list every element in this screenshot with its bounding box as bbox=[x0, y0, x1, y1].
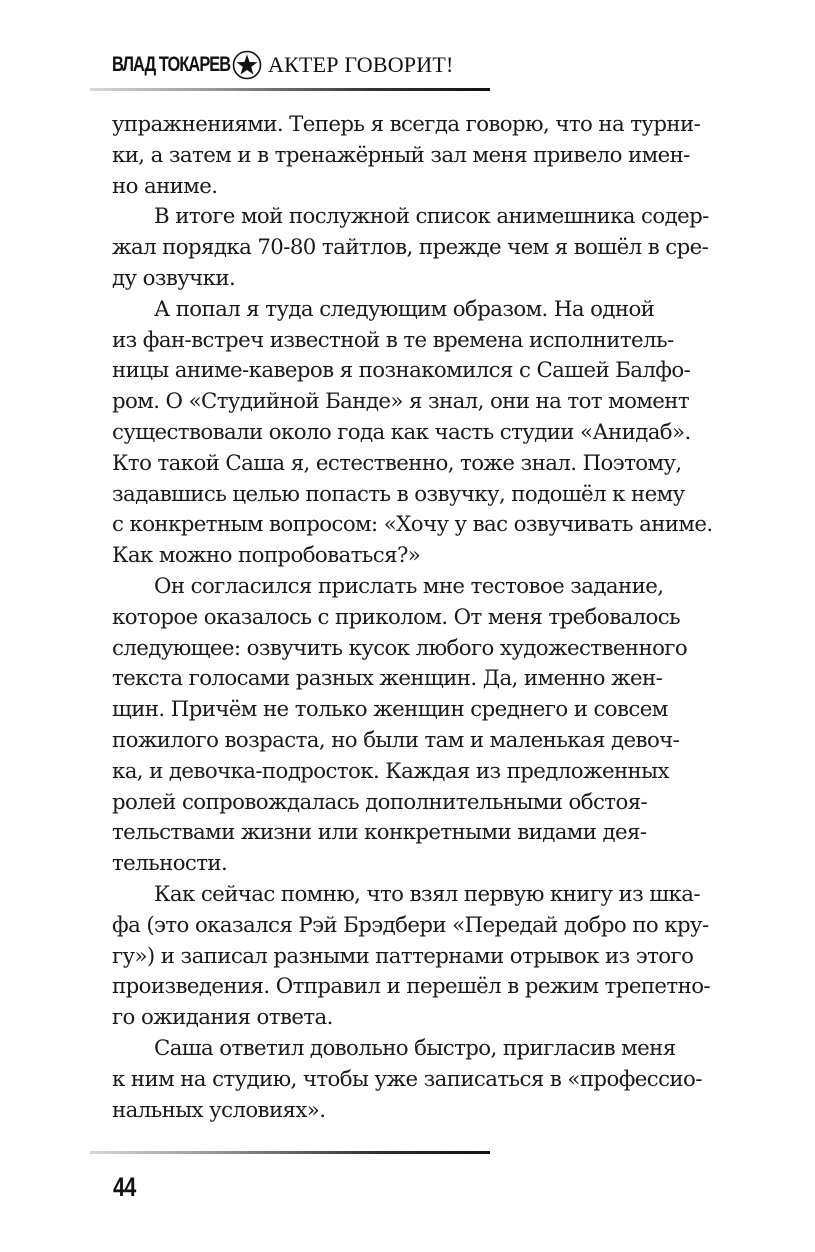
text-line: Он согласился прислать мне тестовое задание, bbox=[154, 573, 664, 599]
text-line: тельности. bbox=[112, 851, 228, 877]
text-line: ки, а затем и в тренажёрный зал меня привело имен- bbox=[112, 142, 690, 168]
text-line: с конкретным вопросом: «Хочу у вас озвучивать аниме. bbox=[112, 512, 713, 538]
text-line: но аниме. bbox=[112, 173, 218, 199]
paragraph bbox=[112, 572, 727, 880]
text-line: следующее: озвучить кусок любого художественного bbox=[112, 635, 688, 661]
text-line: го ожидания ответа. bbox=[112, 1005, 333, 1031]
text-line: Кто такой Саша я, естественно, тоже знал. Поэтому, bbox=[112, 450, 682, 476]
text-line: существовали около года как часть студии «Анидаб». bbox=[112, 419, 691, 445]
text-line: ка, и девочка-подросток. Каждая из предложенных bbox=[112, 758, 669, 784]
text-line: пожилого возраста, но были там и маленькая девоч- bbox=[112, 727, 680, 753]
text-line: ницы аниме-каверов я познакомился с Сашей Балфо- bbox=[112, 358, 691, 384]
text-line: А попал я туда следующим образом. На одной bbox=[154, 296, 655, 322]
paragraph bbox=[112, 880, 727, 1034]
text-line: Как можно попробоваться?» bbox=[112, 543, 421, 569]
text-line: Как сейчас помню, что взял первую книгу из шка- bbox=[154, 881, 700, 907]
text-line: задавшись целью попасть в озвучку, подошёл к нему bbox=[112, 481, 685, 507]
footer-divider bbox=[90, 1151, 490, 1154]
text-line: из фан-встреч известной в те времена исполнитель- bbox=[112, 327, 674, 353]
text-line: которое оказалось с приколом. От меня требовалось bbox=[112, 604, 681, 630]
body-text bbox=[112, 110, 727, 1126]
text-line: тельствами жизни или конкретными видами дея- bbox=[112, 820, 647, 846]
text-line: произведения. Отправил и перешёл в режим трепетно- bbox=[112, 974, 711, 1000]
text-line: В итоге мой послужной список анимешника содер- bbox=[154, 204, 709, 230]
text-line: нальных условиях». bbox=[112, 1097, 326, 1123]
paragraph bbox=[112, 1034, 727, 1126]
paragraph bbox=[112, 295, 727, 572]
page-number: 44 bbox=[113, 1172, 136, 1202]
text-line: к ним на студию, чтобы уже записаться в «профессио- bbox=[112, 1066, 702, 1092]
book-title: АКТЕР ГОВОРИТ! bbox=[268, 52, 454, 77]
paragraph bbox=[112, 202, 727, 294]
paragraph bbox=[112, 110, 727, 202]
text-line: гу») и записал разными паттернами отрывок из этого bbox=[112, 943, 694, 969]
text-line: жал порядка 70-80 тайтлов, прежде чем я вошёл в сре- bbox=[112, 235, 709, 261]
text-line: упражнениями. Теперь я всегда говорю, что на турни- bbox=[112, 112, 701, 137]
text-line: текста голосами разных женщин. Да, именно жен- bbox=[112, 666, 663, 692]
text-line: ром. О «Студийной Банде» я знал, они на тот момент bbox=[112, 389, 690, 415]
text-line: ду озвучки. bbox=[112, 265, 236, 291]
text-line: щин. Причём не только женщин среднего и совсем bbox=[112, 697, 668, 723]
header-divider bbox=[90, 88, 490, 91]
text-line: ролей сопровождалась дополнительными обстоя- bbox=[112, 789, 648, 815]
star-in-circle-icon bbox=[232, 50, 262, 80]
text-line: фа (это оказался Рэй Брэдбери «Передай добро по кру- bbox=[112, 912, 709, 938]
author-name: ВЛАД ТОКАРЕВ bbox=[112, 53, 231, 76]
running-header bbox=[112, 47, 453, 83]
text-line: Саша ответил довольно быстро, пригласив меня bbox=[154, 1035, 676, 1061]
